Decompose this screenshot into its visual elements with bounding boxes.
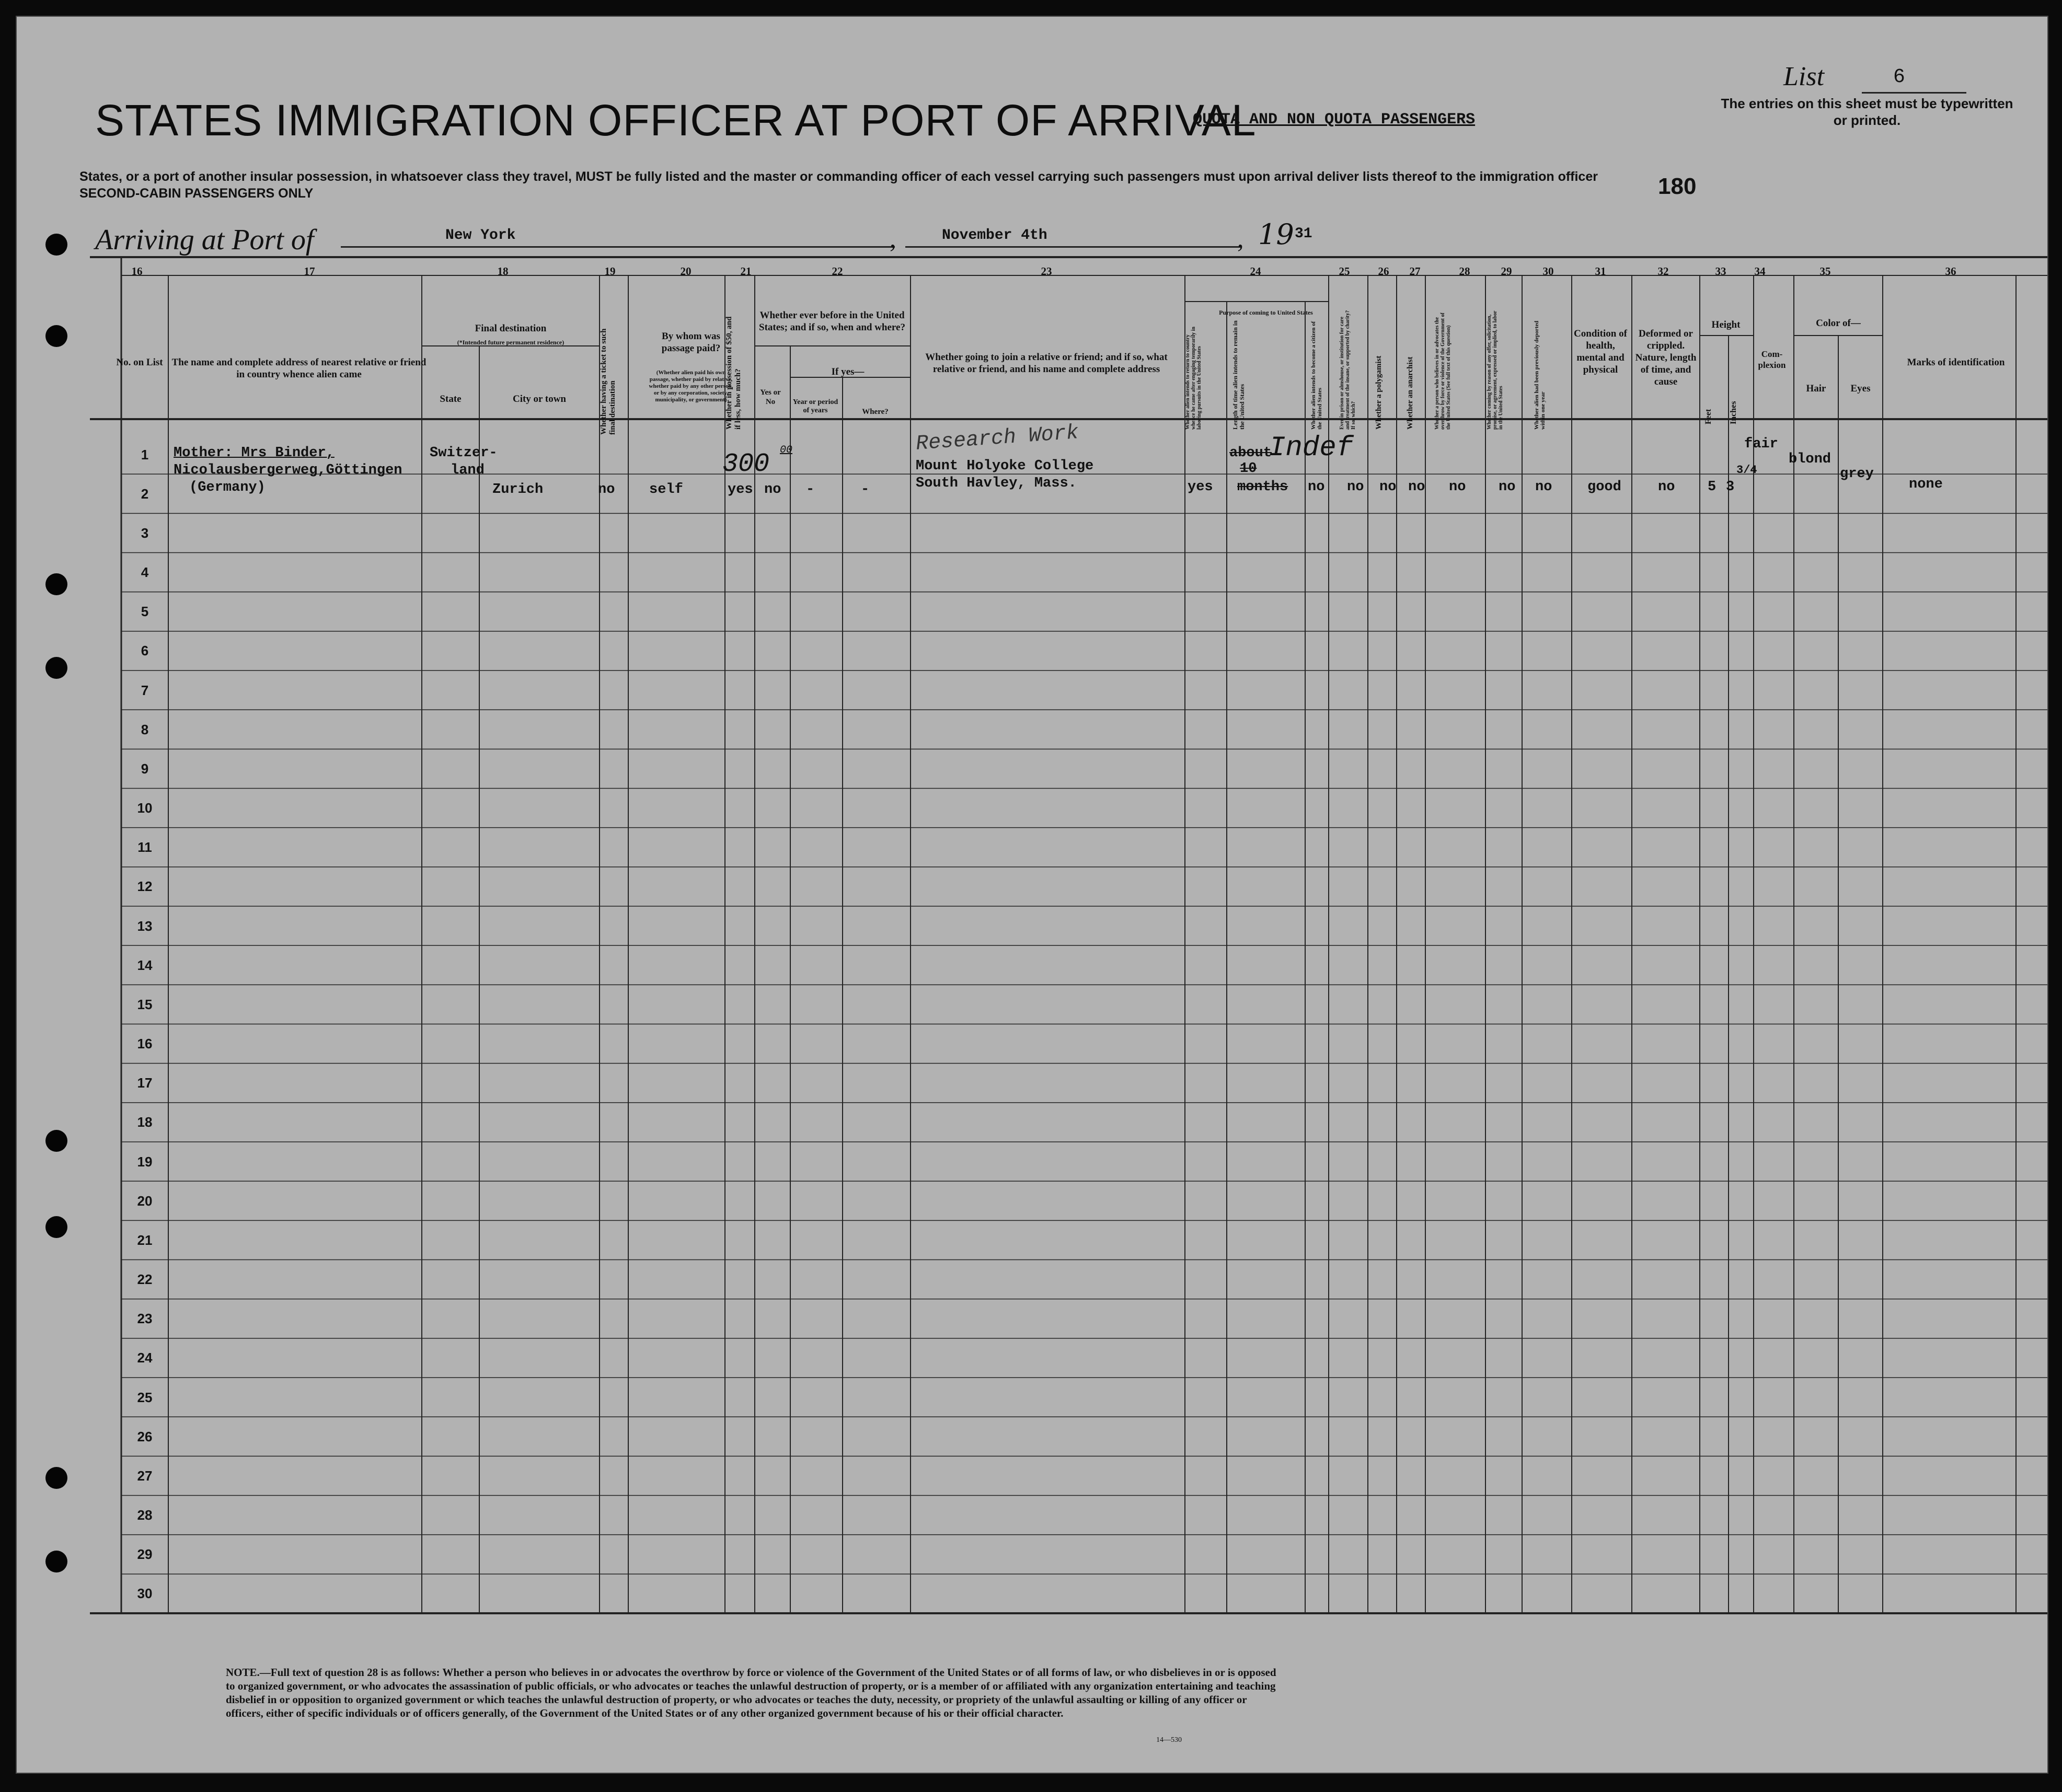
year-period-value: - — [806, 482, 815, 498]
row-number: 8 — [141, 721, 149, 737]
header-height: Height — [1711, 319, 1741, 330]
state-line2: land — [451, 463, 485, 478]
comma: , — [890, 224, 896, 253]
column-number: 25 — [1339, 265, 1350, 278]
row-number: 5 — [141, 604, 149, 620]
header-color-of: Color of— — [1816, 318, 1861, 329]
row-number: 16 — [137, 1036, 153, 1052]
row-number: 18 — [137, 1114, 153, 1130]
row-number: 13 — [137, 918, 153, 934]
length-struck-months: months — [1237, 479, 1288, 495]
column-number: 20 — [680, 265, 692, 278]
list-number: 6 — [1862, 61, 1966, 94]
row-number: 15 — [137, 996, 153, 1012]
feet-value: 5 — [1708, 479, 1717, 495]
row-number: 24 — [137, 1350, 153, 1366]
city-value: Zurich — [492, 482, 544, 498]
header-where: Where? — [862, 408, 889, 416]
length-struck-about: about — [1229, 445, 1272, 461]
column-number: 34 — [1754, 265, 1766, 278]
row-number: 20 — [137, 1193, 153, 1209]
deformed-value: no — [1658, 479, 1675, 495]
citizen-value: no — [1308, 479, 1325, 495]
header-polygamist: Whether a polygamist — [1375, 355, 1383, 430]
research-note: Research Work — [915, 421, 1080, 456]
row-number: 25 — [137, 1389, 153, 1405]
header-ticket: Whether having a ticket to such final destination — [600, 328, 617, 435]
column-number: 27 — [1409, 265, 1421, 278]
row-number: 6 — [141, 643, 149, 659]
relative-line2: Nicolausbergerweg,Göttingen — [174, 463, 402, 478]
column-number: 29 — [1501, 265, 1512, 278]
ticket-value: no — [598, 482, 615, 498]
column-number: 36 — [1945, 265, 1956, 278]
column-number: 17 — [304, 265, 315, 278]
relative-line1: Mother: Mrs Binder, — [174, 445, 335, 461]
deported-value: no — [1535, 479, 1552, 495]
column-number: 30 — [1542, 265, 1554, 278]
comma: , — [1237, 224, 1244, 253]
header-join-relative: Whether going to join a relative or friend; and if so, what relative or friend, and his name and complete address — [925, 352, 1168, 375]
header-marks: Marks of identification — [1907, 357, 2005, 368]
column-number: 22 — [832, 265, 843, 278]
header-passage-paid: By whom was passage paid? — [661, 331, 721, 354]
column-number: 23 — [1041, 265, 1052, 278]
complexion-value: fair — [1744, 436, 1778, 452]
row-number: 1 — [141, 446, 149, 463]
header-ever-before: Whether ever before in the United States; and if so, when and where? — [759, 310, 905, 333]
hair-value: blond — [1789, 452, 1831, 467]
row-number: 10 — [137, 800, 153, 816]
sheet-number: 180 — [1658, 174, 1697, 199]
header-offer-labor: Whether coming by reason of any offer, solicitation, promise, or agreement, expressed or implied, to labor in the United States — [1487, 310, 1504, 430]
arriving-label: Arriving at Port of — [95, 224, 314, 256]
row-number: 9 — [141, 760, 149, 777]
column-number: 31 — [1595, 265, 1606, 278]
offer-labor-value: no — [1499, 479, 1516, 495]
eyes-value: grey — [1840, 466, 1874, 482]
header-possession: Whether in possession of $50, and if less, how much? — [725, 316, 742, 430]
header-if-yes: If yes— — [831, 366, 865, 377]
header-prison: Ever in prison or almshouse, or institution for care and treatment of the insane, or supported by charity? If so, which? — [1339, 310, 1356, 430]
length-struck-number: 10 — [1240, 461, 1257, 477]
cabin-class: SECOND-CABIN PASSENGERS ONLY — [79, 186, 314, 201]
date-value: November 4th — [942, 227, 1047, 244]
possession-value: yes — [728, 482, 753, 498]
statement-text: States, or a port of another insular possession, in whatsoever class they travel, MUST be fully listed and the master or commanding officer of each vessel carrying such passengers must upon arrival deliver lists thereof to the immigration officer — [79, 169, 1598, 184]
header-deported: Whether alien had been previously deported within one year — [1534, 320, 1546, 430]
passage-value: self — [649, 482, 683, 498]
header-overthrow: Whether a person who believes in or advocates the overthrow by force or violence of the Government of the United States (See full text of this question) — [1434, 313, 1452, 430]
anarchist-value: no — [1408, 479, 1425, 495]
inches-fraction: 3/4 — [1736, 464, 1757, 477]
header-anarchist: Whether an anarchist — [1406, 356, 1414, 430]
manifest-grid — [17, 17, 2047, 1773]
form-subtitle: QUOTA AND NON QUOTA PASSENGERS — [1193, 111, 1476, 129]
row-number: 26 — [137, 1428, 153, 1444]
overthrow-value: no — [1449, 479, 1466, 495]
header-inches: Inches — [1729, 401, 1738, 424]
row-number: 29 — [137, 1546, 153, 1563]
header-state: State — [440, 394, 462, 404]
header-hair: Hair — [1806, 383, 1826, 394]
year-suffix: 31 — [1295, 226, 1312, 242]
row-number: 4 — [141, 564, 149, 581]
join-line1: Mount Holyoke College — [916, 458, 1094, 474]
typewritten-note: The entries on this sheet must be typewritten or printed. — [1721, 96, 2013, 128]
row-number: 3 — [141, 525, 149, 541]
header-length-of-time: Length of time alien intends to remain in the United States — [1231, 320, 1246, 430]
port-value: New York — [445, 227, 516, 244]
marks-value: none — [1909, 477, 1943, 492]
row-number: 30 — [137, 1586, 153, 1602]
header-city: City or town — [512, 394, 567, 404]
header-relative-address: The name and complete address of nearest relative or friend in country whence alien came — [171, 357, 427, 380]
row-number: 17 — [137, 1075, 153, 1091]
row-number: 2 — [141, 485, 149, 502]
length-handwritten: Indef — [1269, 432, 1354, 464]
column-number: 19 — [604, 265, 616, 278]
header-yes-or-no: Yes or No — [760, 388, 781, 406]
form-title: STATES IMMIGRATION OFFICER AT PORT OF ARRIVAL — [95, 96, 1257, 145]
column-number: 26 — [1378, 265, 1389, 278]
column-number: 18 — [497, 265, 509, 278]
row-number: 22 — [137, 1271, 153, 1288]
header-complexion: Com-plexion — [1758, 349, 1786, 370]
row-number: 14 — [137, 957, 153, 973]
inches-value: 3 — [1726, 479, 1735, 495]
row-number: 12 — [137, 878, 153, 895]
row-number: 11 — [137, 839, 152, 855]
column-number: 24 — [1250, 265, 1261, 278]
header-final-destination: Final destination — [475, 323, 547, 334]
header-final-destination-note: (*Intended future permanent residence) — [457, 339, 565, 346]
column-number: 32 — [1657, 265, 1669, 278]
header-citizen: Whether alien intends to become a citizen of the United States — [1310, 321, 1323, 430]
header-purpose: Purpose of coming to United States — [1219, 309, 1313, 316]
header-eyes: Eyes — [1850, 383, 1871, 394]
polygamist-value: no — [1379, 479, 1397, 495]
health-value: good — [1587, 479, 1621, 495]
row-number: 28 — [137, 1507, 153, 1523]
header-purpose-return: Whether alien intends to return to country whence he came after engaging temporarily in laboring pursuits in the United States — [1185, 327, 1202, 430]
ever-before-value: no — [764, 482, 781, 498]
manifest-sheet — [16, 16, 2048, 1774]
row-number: 27 — [137, 1467, 153, 1484]
row-number: 7 — [141, 682, 149, 698]
column-number: 28 — [1459, 265, 1470, 278]
header-year-period: Year or period of years — [792, 398, 838, 414]
header-no-on-list: No. on List — [116, 357, 163, 368]
purpose-return-value: yes — [1188, 479, 1213, 495]
prison-value: no — [1347, 479, 1364, 495]
possession-cents: 00 — [780, 444, 793, 456]
header-health: Condition of health, mental and physical — [1574, 328, 1627, 375]
column-number: 21 — [740, 265, 752, 278]
row-number: 21 — [137, 1232, 153, 1248]
header-feet: Feet — [1704, 409, 1713, 424]
header-deformed: Deformed or crippled. Nature, length of time, and cause — [1635, 328, 1697, 387]
list-label: List — [1783, 62, 1825, 91]
state-line1: Switzer- — [430, 445, 498, 461]
year-prefix: 19 — [1258, 218, 1294, 251]
relative-line3: (Germany) — [189, 480, 266, 495]
column-number: 35 — [1819, 265, 1831, 278]
column-number: 33 — [1715, 265, 1726, 278]
column-number: 16 — [131, 265, 143, 278]
possession-handwritten: 300 — [722, 449, 770, 479]
header-passage-note: (Whether alien paid his own passage, whether paid by relative, whether paid by any other person, or by any corporation, society, municipality, or government) — [649, 369, 733, 403]
form-number: 14—530 — [1156, 1736, 1182, 1744]
row-number: 19 — [137, 1153, 153, 1170]
footnote: NOTE.—Full text of question 28 is as follows: Whether a person who believes in or advocates the overthrow by force or violence of the Government of the United States or of all forms of law, or who disbelieves in or is opposed to organized government, or who advocates the assassination of public officials, or who advocates or teaches the unlawful destruction of property, or is a member of or affiliated with any organization entertaining and teaching disbelief in or opposition to organized government or which teaches the unlawful destruction of property, or who advocates or teaches the duty, necessity, or propriety of the unlawful assaulting or killing of any officer or officers, either of specific individuals or of officers generally, of the Government of the United States or of any other organized government because of his or their official character. — [226, 1666, 1276, 1719]
row-number: 23 — [137, 1311, 153, 1327]
where-value: - — [861, 482, 870, 498]
join-line2: South Havley, Mass. — [916, 476, 1077, 491]
